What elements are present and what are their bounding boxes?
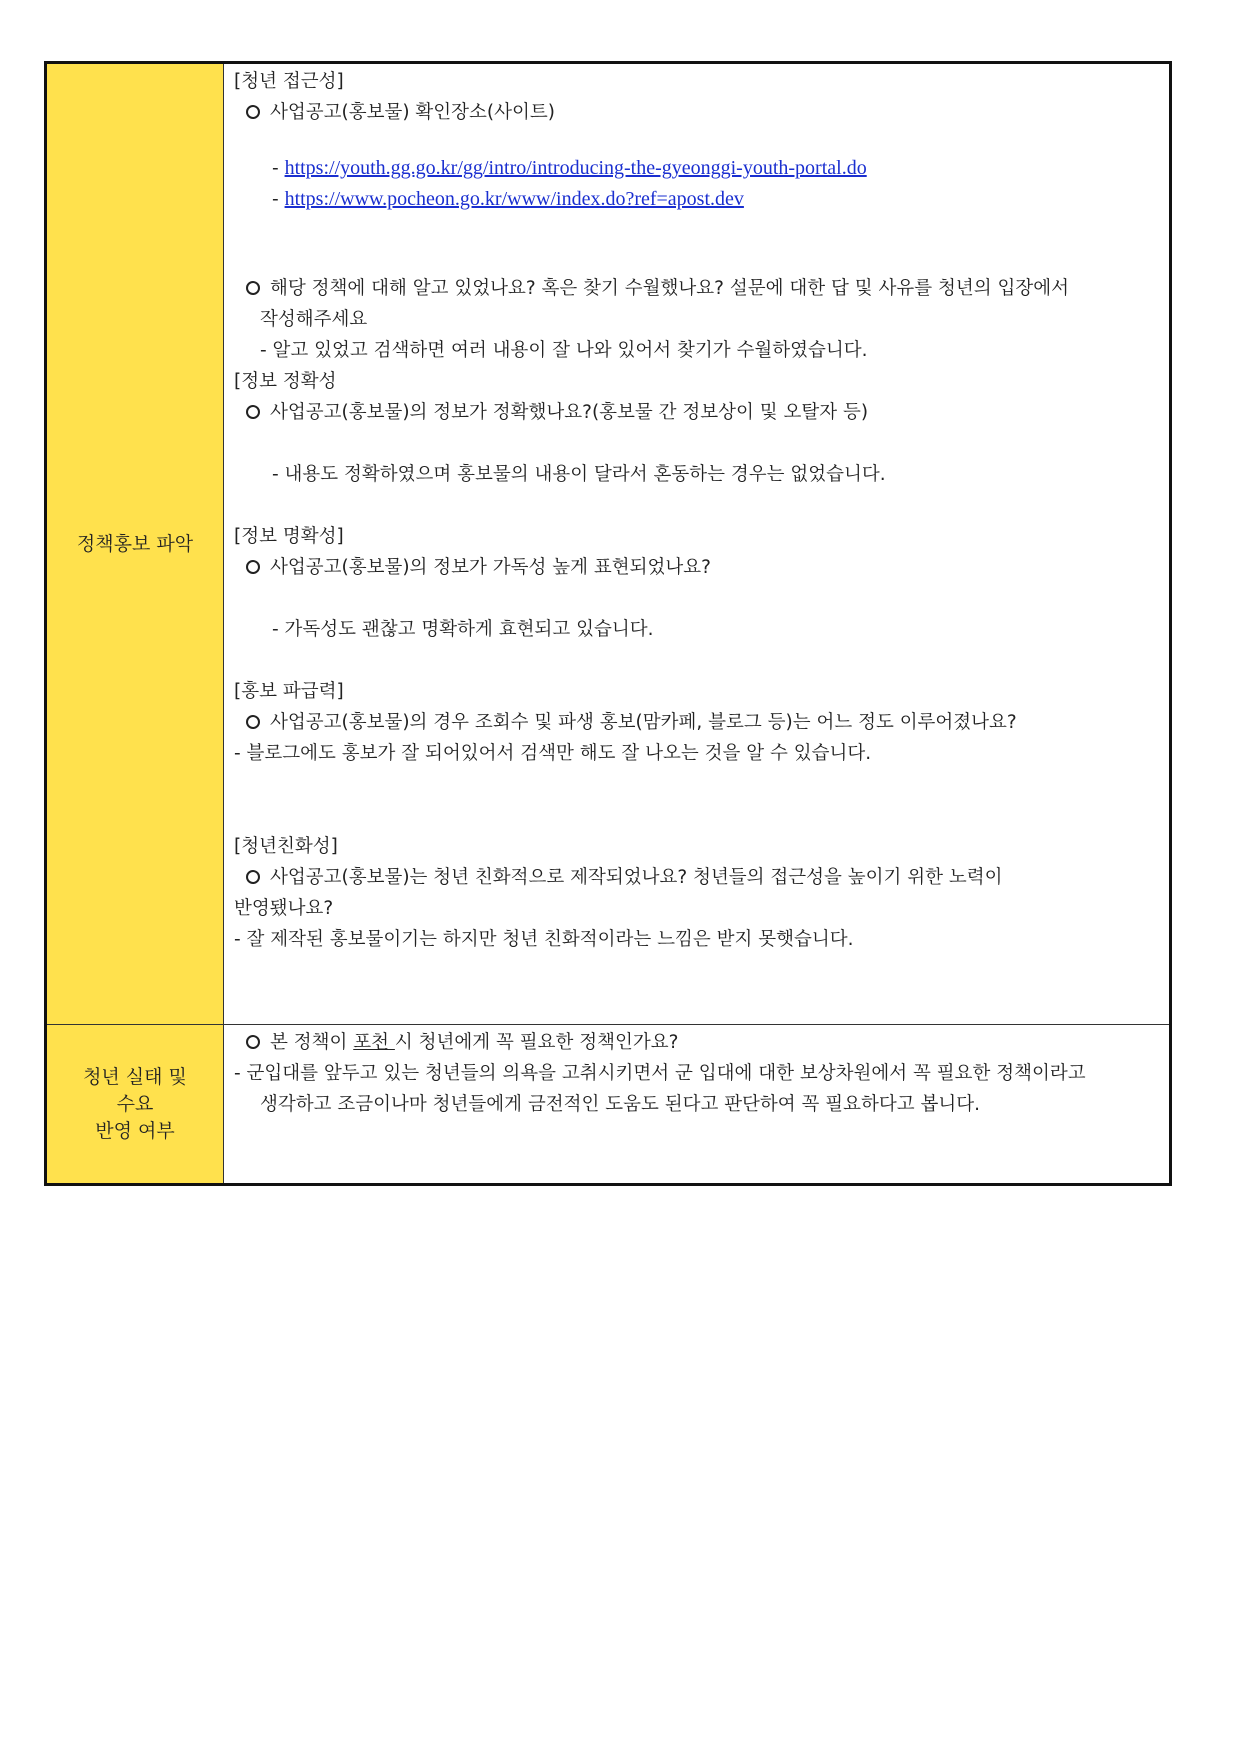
demand-label-line-2: 수요 (116, 1092, 154, 1115)
promo-label-cell (46, 63, 224, 1025)
friendly-question-1: 사업공고(홍보물)는 청년 친화적으로 제작되었나요? 청년들의 접근성을 높이기 위한 노력이 (234, 862, 1161, 893)
circle-bullet-icon (246, 715, 260, 729)
circle-bullet-icon (246, 870, 260, 884)
pocheon-link[interactable]: https://www.pocheon.go.kr/www/index.do?ref=apost.dev (284, 188, 744, 210)
circle-bullet-icon (246, 105, 260, 119)
demand-answer-1: - 군입대를 앞두고 있는 청년들의 의욕을 고취시키면서 군 입대에 대한 보상차원에서 꼭 필요한 정책이라고 (234, 1063, 1086, 1084)
friendly-heading: [청년친화성] (234, 836, 338, 857)
spacer (234, 490, 1161, 521)
accuracy-heading: [정보 정확성 (234, 371, 337, 392)
youth-portal-link[interactable]: https://youth.gg.go.kr/gg/intro/introducing-the-gyeonggi-youth-portal.do (284, 157, 867, 179)
circle-bullet-icon (246, 405, 260, 419)
spacer (234, 215, 1161, 273)
access-question: 사업공고(홍보물) 확인장소(사이트) (234, 97, 1161, 128)
clarity-question: 사업공고(홍보물)의 정보가 가독성 높게 표현되었나요? (234, 552, 1161, 583)
accuracy-question: 사업공고(홍보물)의 정보가 정확했나요?(홍보물 간 정보상이 및 오탈자 등) (234, 397, 1161, 428)
demand-row (46, 1025, 1171, 1185)
spacer (234, 769, 1161, 831)
demand-content-cell (224, 1025, 1171, 1185)
clarity-answer: - 가독성도 괜찮고 명확하게 효현되고 있습니다. (272, 619, 654, 640)
circle-bullet-icon (246, 560, 260, 574)
demand-label-line-3: 반영 여부 (95, 1119, 175, 1142)
friendly-question-2: 반영됐나요? (234, 898, 334, 919)
access-heading: [청년 접근성] (234, 71, 344, 92)
promo-label: 정책홍보 파악 (76, 532, 194, 555)
accuracy-answer: - 내용도 정확하였으며 홍보물의 내용이 달라서 혼동하는 경우는 없었습니다. (272, 464, 886, 485)
awareness-question-2: 작성해주세요 (260, 309, 368, 330)
spacer (234, 128, 1161, 153)
evaluation-table (44, 61, 1172, 1186)
spacer (234, 428, 1161, 459)
reach-question: 사업공고(홍보물)의 경우 조회수 및 파생 홍보(맘카페, 블로그 등)는 어느 정도 이루어졌나요? (234, 707, 1161, 738)
link-row-1: - https://youth.gg.go.kr/gg/intro/introducing-the-gyeonggi-youth-portal.do (272, 157, 867, 179)
clarity-heading: [정보 명확성] (234, 526, 344, 547)
demand-question: 본 정책이 포천 시 청년에게 꼭 필요한 정책인가요? (234, 1027, 1161, 1058)
awareness-answer: - 알고 있었고 검색하면 여러 내용이 잘 나와 있어서 찾기가 수월하였습니다. (260, 340, 868, 361)
promo-row (46, 63, 1171, 1025)
circle-bullet-icon (246, 281, 260, 295)
demand-label-cell (46, 1025, 224, 1185)
spacer (234, 645, 1161, 676)
friendly-answer: - 잘 제작된 홍보물이기는 하지만 청년 친화적이라는 느낌은 받지 못햇습니다. (234, 929, 854, 950)
awareness-question-1: 해당 정책에 대해 알고 있었나요? 혹은 찾기 수월했나요? 설문에 대한 답 및 사유를 청년의 입장에서 (234, 273, 1161, 304)
place-name: 포천 (353, 1032, 395, 1053)
reach-answer: - 블로그에도 홍보가 잘 되어있어서 검색만 해도 잘 나오는 것을 알 수 있습니다. (234, 743, 872, 764)
demand-answer-2: 생각하고 조금이나마 청년들에게 금전적인 도움도 된다고 판단하여 꼭 필요하다고 봅니다. (260, 1094, 981, 1115)
circle-bullet-icon (246, 1035, 260, 1049)
spacer (234, 583, 1161, 614)
promo-content-cell (224, 63, 1171, 1025)
link-row-2: - https://www.pocheon.go.kr/www/index.do?ref=apost.dev (272, 188, 744, 210)
reach-heading: [홍보 파급력] (234, 681, 344, 702)
demand-label-line-1: 청년 실태 및 (83, 1065, 187, 1088)
